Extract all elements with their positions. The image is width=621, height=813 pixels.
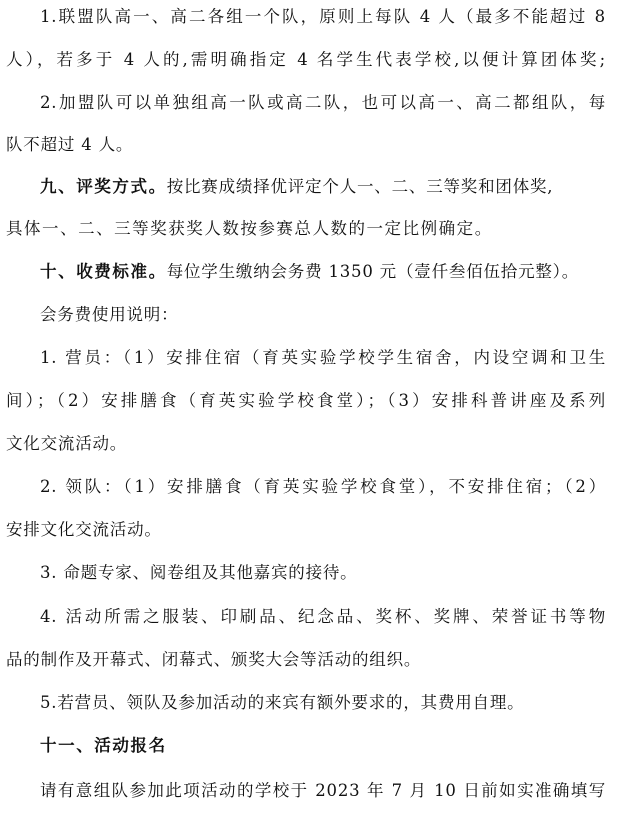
p3-line1 (40, 176, 606, 198)
p7-line1: 2. 领队：（1）安排膳食（育英实验学校食堂），不安排住宿；（2） (40, 477, 606, 496)
section-heading-awards: 九、评奖方式。 (40, 177, 167, 196)
p4-line1-text: 每位学生缴纳会务费 1350 元（壹仟叁佰伍拾元整）。 (166, 262, 580, 281)
p9-line1: 4. 活动所需之服装、印刷品、纪念品、奖杯、奖牌、荣誉证书等物 (40, 607, 606, 626)
p12-line1: 请有意组队参加此项活动的学校于 2023 年 7 月 10 日前如实准确填写 (40, 781, 606, 800)
p6-line3: 文化交流活动。 (6, 434, 128, 453)
p6-line2: 间）；（2）安排膳食（育英实验学校食堂）；（3）安排科普讲座及系列 (6, 391, 606, 410)
p3-line1-text: 按比赛成绩择优评定个人一、二、三等奖和团体奖, (166, 177, 554, 196)
p4-line1 (40, 261, 606, 283)
p6-line1: 1. 营员：（1）安排住宿（育英实验学校学生宿舍，内设空调和卫生 (40, 348, 606, 367)
p10-line1: 5.若营员、领队及参加活动的来宾有额外要求的，其费用自理。 (40, 693, 525, 712)
p1-line2: 人），若多于 4 人的,需明确指定 4 名学生代表学校,以便计算团体奖; (6, 50, 606, 69)
p1-line1: 1.联盟队高一、高二各组一个队，原则上每队 4 人（最多不能超过 8 (40, 7, 606, 26)
section-heading-registration: 十一、活动报名 (40, 736, 167, 755)
p8-line1: 3. 命题专家、阅卷组及其他嘉宾的接待。 (40, 563, 358, 582)
p2-line1: 2.加盟队可以单独组高一队或高二队，也可以高一、高二都组队，每 (40, 93, 606, 112)
p5-line1: 会务费使用说明： (40, 305, 179, 324)
p2-line2: 队不超过 4 人。 (6, 135, 134, 154)
p3-line2: 具体一、二、三等奖获奖人数按参赛总人数的一定比例确定。 (6, 219, 492, 238)
section-heading-fees: 十、收费标准。 (40, 262, 167, 281)
p9-line2: 品的制作及开幕式、闭幕式、颁奖大会等活动的组织。 (6, 650, 422, 669)
p7-line2: 安排文化交流活动。 (6, 520, 162, 539)
